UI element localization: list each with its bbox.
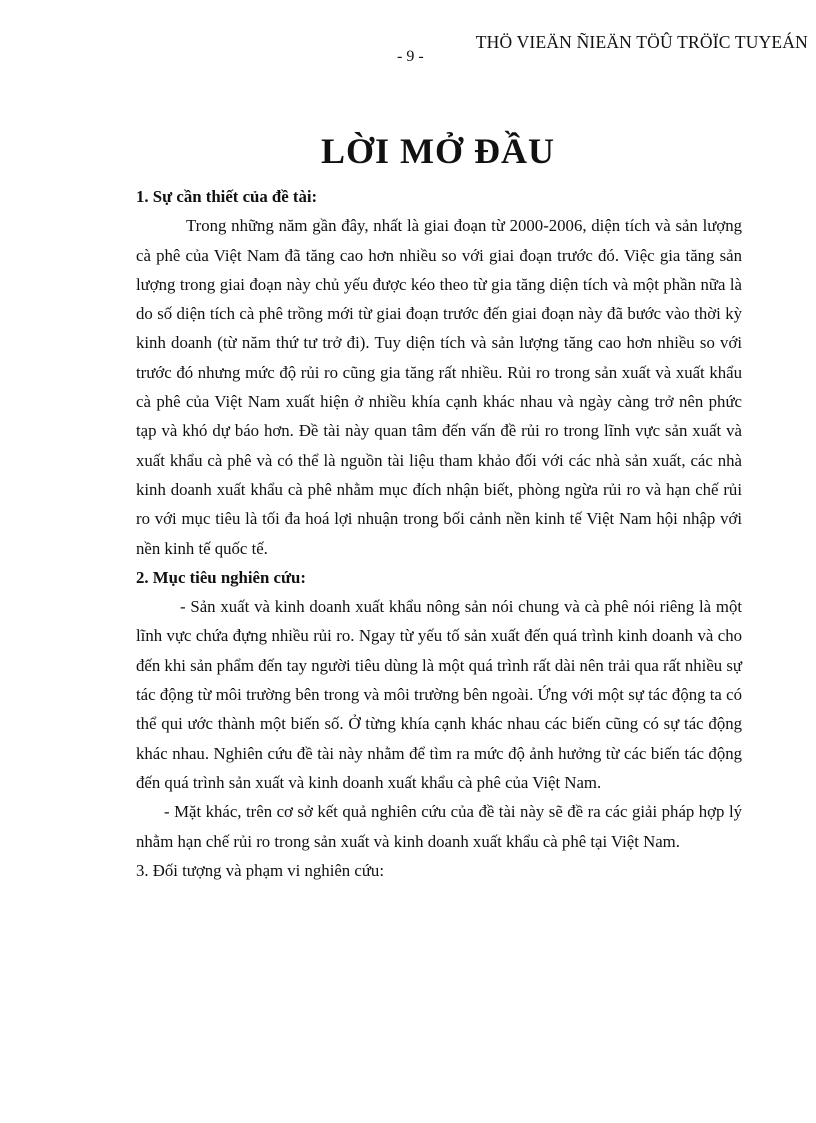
document-body [136, 182, 742, 885]
section-2-heading: 2. Mục tiêu nghiên cứu: [136, 567, 306, 587]
section-1-paragraph: Trong những năm gần đây, nhất là giai đoạn từ 2000-2006, diện tích và sản lượng cà phê của Việt Nam đã tăng cao hơn nhiều so với giai đoạn trước đó. Việc gia tăng sản lượng trong giai đoạn này chủ yếu được kéo theo từ gia tăng diện tích và một phần nữa là do số diện tích cà phê trồng mới từ giai đoạn trước đến giai đoạn này đã bước vào thời kỳ kinh doanh (từ năm thứ tư trở đi). Tuy diện tích và sản lượng tăng cao hơn nhiều so với trước đó nhưng mức độ rủi ro cũng gia tăng rất nhiều. Rủi ro trong sản xuất và xuất khẩu cà phê của Việt Nam xuất hiện ở nhiều khía cạnh khác nhau và ngày càng trở nên phức tạp và khó dự báo hơn. Đề tài này quan tâm đến vấn đề rủi ro trong lĩnh vực sản xuất và xuất khẩu cà phê và có thể là nguồn tài liệu tham khảo đối với các nhà sản xuất, các nhà kinh doanh xuất khẩu cà phê nhằm mục đích nhận biết, phòng ngừa rủi ro và hạn chế rủi ro với mục tiêu là tối đa hoá lợi nhuận trong bối cảnh nền kinh tế Việt Nam hội nhập với nền kinh tế quốc tế. [136, 216, 742, 558]
page-title: LỜI MỞ ĐẦU [321, 131, 555, 171]
section-3-heading: 3. Đối tượng và phạm vi nghiên cứu: [136, 860, 384, 880]
section-2-paragraph-1: - Sản xuất và kinh doanh xuất khẩu nông sản nói chung và cà phê nói riêng là một lĩnh vực chứa đựng nhiều rủi ro. Ngay từ yếu tố sản xuất đến quá trình kinh doanh và cho đến khi sản phẩm đến tay người tiêu dùng là một quá trình rất dài nên trải qua rất nhiều sự tác động từ môi trường bên trong và môi trường bên ngoài. Ứng với một sự tác động ta có thể qui ước thành một biến số. Ở từng khía cạnh khác nhau các biến cũng có sự tác động khác nhau. Nghiên cứu đề tài này nhằm để tìm ra mức độ ảnh hưởng từ các biến tác động đến quá trình sản xuất và kinh doanh xuất khẩu cà phê của Việt Nam. [136, 597, 742, 792]
library-watermark: THÖ VIEÄN ÑIEÄN TÖÛ TRÖÏC TUYEÁN [475, 32, 808, 52]
section-1-heading: 1. Sự cần thiết của đề tài: [136, 187, 318, 206]
section-2-paragraph-2: - Mặt khác, trên cơ sở kết quả nghiên cứu của đề tài này sẽ đề ra các giải pháp hợp lý nhằm hạn chế rủi ro trong sản xuất và kinh doanh xuất khẩu cà phê tại Việt Nam. [136, 802, 742, 851]
page-number: - 9 - [397, 48, 424, 65]
